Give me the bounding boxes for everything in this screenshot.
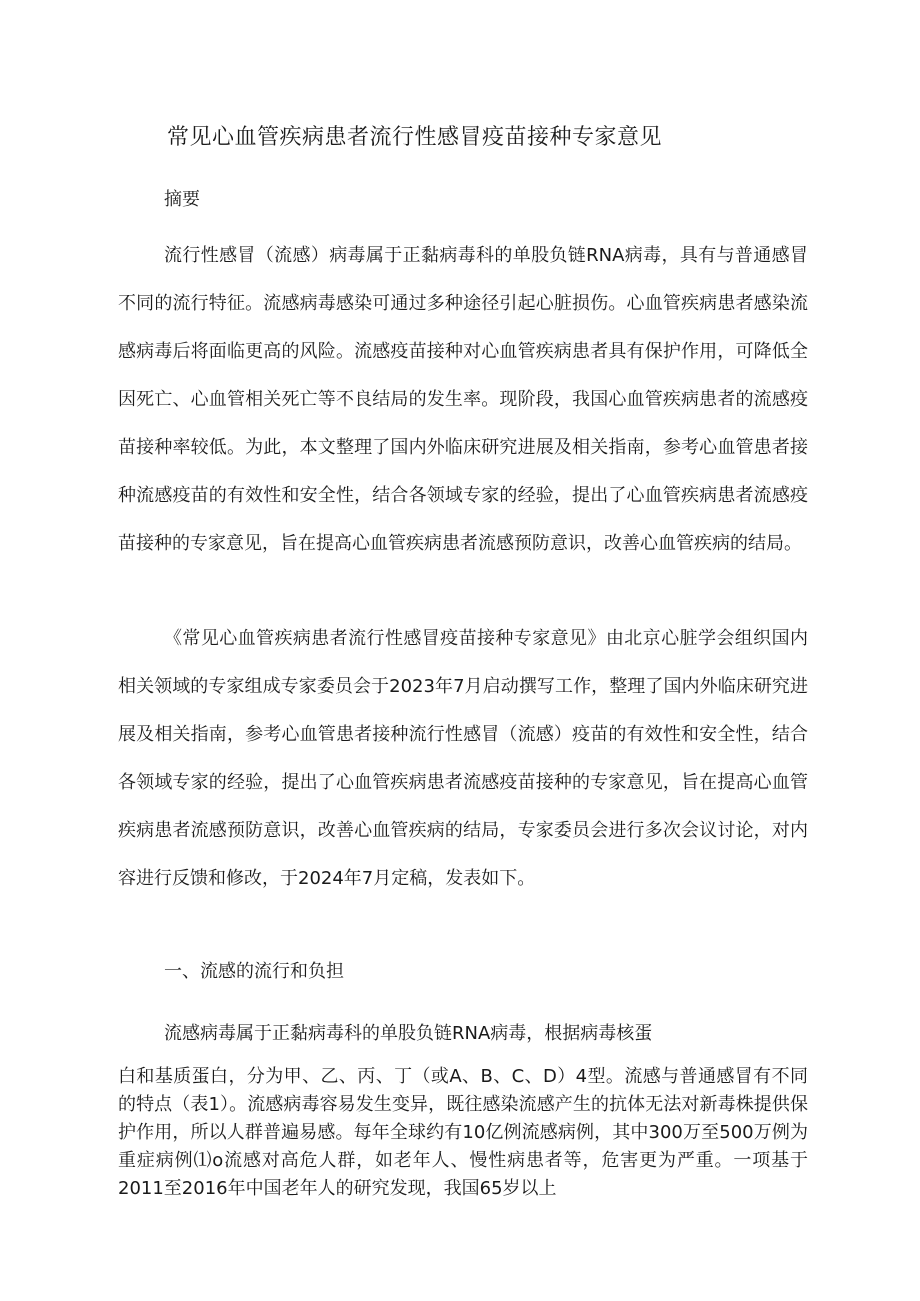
section1-paragraph: 白和基质蛋白，分为甲、乙、丙、丁（或A、B、C、D）4型。流感与普通感冒有不同的特点（表1）。流感病毒容易发生变异，既往感染流感产生的抗体无法对新毒株提供保护作用，所以人群普遍易感。每年全球约有10亿例流感病例，其中300万至500万例为重症病例⑴o流感对高危人群，如老年人、慢性病患者等，危害更为严重。一项基于2011至2016年中国老年人的研究发现，我国65岁以上 [118,1066,808,1199]
abstract-paragraph: 流行性感冒（流感）病毒属于正黏病毒科的单股负链RNA病毒，具有与普通感冒不同的流行特征。流感病毒感染可通过多种途径引起心脏损伤。心血管疾病患者感染流感病毒后将面临更高的风险。流感疫苗接种对心血管疾病患者具有保护作用，可降低全因死亡、心血管相关死亡等不良结局的发生率。现阶段，我国心血管疾病患者的流感疫苗接种率较低。为此，本文整理了国内外临床研究进展及相关指南，参考心血管患者接种流感疫苗的有效性和安全性，结合各领域专家的经验，提出了心血管疾病患者流感疫苗接种的专家意见，旨在提高心血管疾病患者流感预防意识，改善心血管疾病的结局。 [118,245,808,554]
document-title: 常见心血管疾病患者流行性感冒疫苗接种专家意见 [167,125,663,150]
section-heading-epidemiology: 一、流感的流行和负担 [164,961,344,982]
section1-first-line: 流感病毒属于正黏病毒科的单股负链RNA病毒，根据病毒核蛋 [164,1023,653,1044]
abstract-heading: 摘要 [164,189,200,210]
intro-paragraph: 《常见心血管疾病患者流行性感冒疫苗接种专家意见》由北京心脏学会组织国内相关领域的专家组成专家委员会于2023年7月启动撰写工作，整理了国内外临床研究进展及相关指南，参考心血管患者接种流行性感冒（流感）疫苗的有效性和安全性，结合各领域专家的经验，提出了心血管疾病患者流感疫苗接种的专家意见，旨在提高心血管疾病患者流感预防意识，改善心血管疾病的结局，专家委员会进行多次会议讨论，对内容进行反馈和修改，于2024年7月定稿，发表如下。 [118,628,808,889]
